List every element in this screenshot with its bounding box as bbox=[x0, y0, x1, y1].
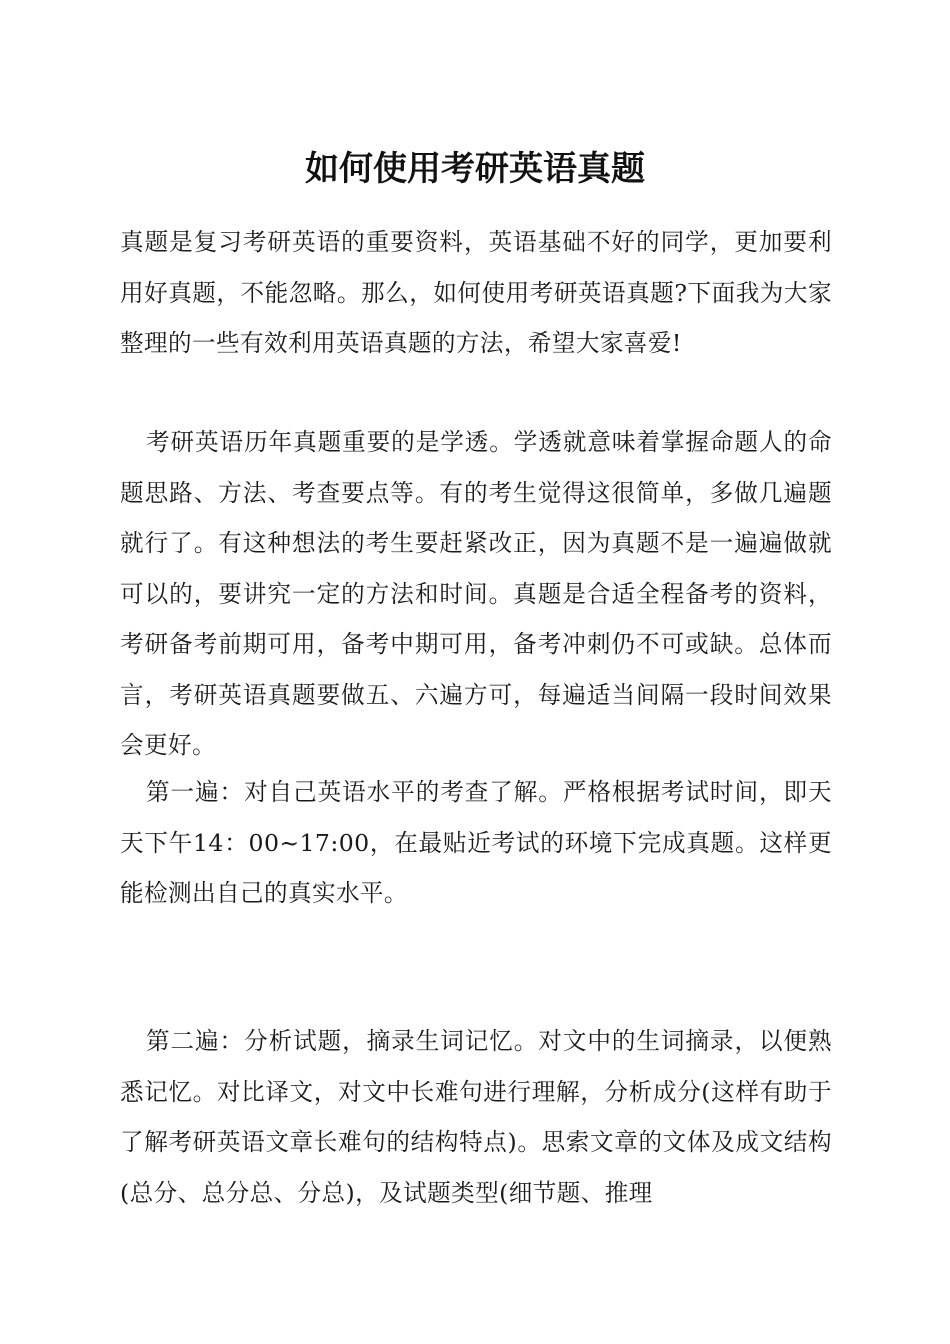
paragraph-study-thoroughly: 考研英语历年真题重要的是学透。学透就意味着掌握命题人的命题思路、方法、考查要点等。有的考生觉得这很简单，多做几遍题就行了。有这种想法的考生要赶紧改正，因为真题不是一遍遍做就可以的，要讲究一定的方法和时间。真题是合适全程备考的资料，考研备考前期可用，备考中期可用，备考冲刺仍不可或缺。总体而言，考研英语真题要做五、六遍方可，每遍适当间隔一段时间效果会更好。 bbox=[120, 428, 832, 759]
paragraph-first-pass: 第一遍：对自己英语水平的考查了解。严格根据考试时间，即天天下午14：00~17:00，在最贴近考试的环境下完成真题。这样更能检测出自己的真实水平。 bbox=[120, 778, 832, 907]
paragraph-intro: 真题是复习考研英语的重要资料，英语基础不好的同学，更加要利用好真题，不能忽略。那么，如何使用考研英语真题?下面我为大家整理的一些有效利用英语真题的方法，希望大家喜爱! bbox=[120, 228, 832, 357]
paragraph-second-pass: 第二遍：分析试题，摘录生词记忆。对文中的生词摘录，以便熟悉记忆。对比译文，对文中长难句进行理解，分析成分(这样有助于了解考研英语文章长难句的结构特点)。思索文章的文体及成文结构(总分、总分总、分总)，及试题类型(细节题、推理 bbox=[120, 1027, 832, 1207]
document-title: 如何使用考研英语真题 bbox=[305, 149, 645, 189]
